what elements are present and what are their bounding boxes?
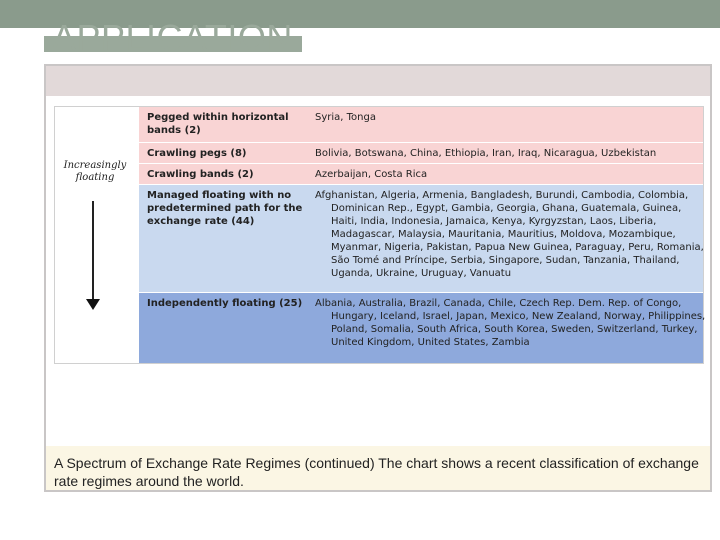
down-arrow-icon xyxy=(86,299,100,310)
axis-label: Increasingly floating xyxy=(63,160,127,183)
down-arrow-line xyxy=(92,201,94,301)
regime-category: Managed floating with no predetermined path for the exchange rate (44) xyxy=(147,190,303,227)
regime-category: Pegged within horizontal bands (2) xyxy=(147,112,289,136)
regime-figure xyxy=(54,106,704,364)
regime-countries: Azerbaijan, Costa Rica xyxy=(315,169,428,180)
content-frame xyxy=(44,64,712,492)
regime-row-crawling-pegs xyxy=(139,143,703,164)
regime-countries: Bolivia, Botswana, China, Ethiopia, Iran, Iraq, Nicaragua, Uzbekistan xyxy=(315,148,657,159)
regime-category: Crawling bands (2) xyxy=(147,169,254,180)
slide-title: APPLICATION xyxy=(52,17,293,58)
regime-category: Independently floating (25) xyxy=(147,298,303,309)
regime-countries: Albania, Australia, Brazil, Canada, Chile, Czech Rep. Dem. Rep. of Congo, Hungary, Iceland, Israel, Japan, Mexico, New Zealand, Norway, Philippines, Poland, Somalia, South Africa, South Korea, Sweden, Switzerland, Turkey, United Kingdom, United States, Zambia xyxy=(315,298,706,348)
regime-category: Crawling pegs (8) xyxy=(147,148,247,159)
regime-row-independently-floating xyxy=(139,293,706,363)
regime-countries: Syria, Tonga xyxy=(315,112,376,123)
regime-countries: Afghanistan, Algeria, Armenia, Bangladesh, Burundi, Cambodia, Colombia, Dominican Rep., Egypt, Gambia, Georgia, Ghana, Guatemala, Guinea, Haiti, India, Indonesia, Jamaica, Kenya, Kyrgyzstan, Laos, Liberia, Madagascar, Malaysia, Mauritania, Mauritius, Moldova, Mozambique, Myanmar, Nigeria, Pakistan, Papua New Guinea, Paraguay, Peru, Romania, São Tomé and Príncipe, Serbia, Singapore, Sudan, Tanzania, Thailand, Uganda, Ukraine, Uruguay, Vanuatu xyxy=(315,190,704,279)
regime-row-crawling-bands xyxy=(139,164,703,185)
regime-row-pegged-bands xyxy=(139,107,703,143)
regime-row-managed-floating xyxy=(139,185,703,293)
figure-caption: A Spectrum of Exchange Rate Regimes (continued) The chart shows a recent classification of exchange rate regimes around the world. xyxy=(46,446,710,490)
frame-header-band xyxy=(46,66,710,96)
